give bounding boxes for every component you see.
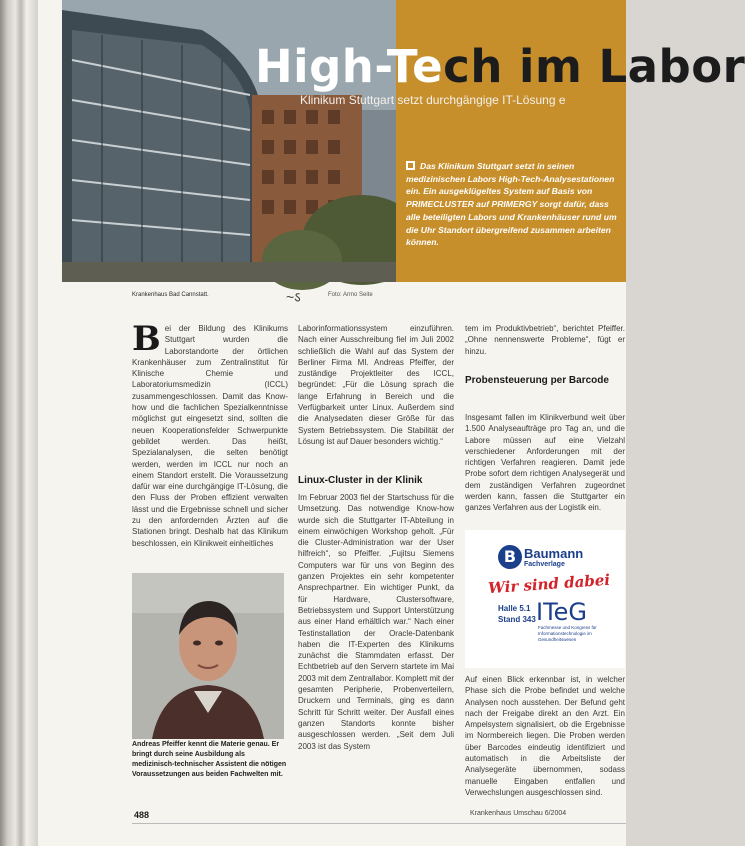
article-column-3: tem im Produktivbetrieb“, berichtet Pfeiffer. „Ohne nennenswerte Probleme“, fügt er hinzu. [465,324,625,356]
article-column-3-bottom: Auf einen Blick erkennbar ist, in welcher Phase sich die Probe befindet und welche Analysen noch ausstehen. Der Befund geht nach der Freigabe direkt an den Arzt. Ein Ampelsystem signalisiert, ob die Ergebnisse im Normbereich liegen. Die Proben werden über Barcodes eindeutig identifiziert und automatisch in die Arbeitsliste der Analysegeräte übernommen, sodass manuelle Eingaben entfallen und Verwechslungen ausgeschlossen sind. [465,675,625,797]
magazine-footer: Krankenhaus Umschau 6/2004 [470,810,567,817]
footer-rule [132,823,626,824]
ad-iteg-logo: ITeG [536,598,588,626]
portrait-photo [132,573,284,739]
square-bullet-icon [406,161,415,170]
ad-brand-subtitle: Fachverlage [524,561,565,568]
ad-slogan: Wir sind dabei [487,570,611,598]
ad-brand: Baumann [524,546,584,561]
page-number: 488 [134,810,150,820]
article-title: High-Tech im Labor [255,40,745,93]
article-column-3-continued: Insgesamt fallen im Klinikverbund weit über 1.500 Analyseaufträge pro Tag an, und die Labore müssen auf eine Vielzahl verschiedener Anforderungen mit der richtigen Verfahren reagieren. Damit jede Probe sofort dem richtigen Analysegerät und dem zuständigen Verfahren zugeordnet werden kann, fassen die Stuttgarter ein ganzes Verfahren aus der Logistik ein. [465,413,625,513]
image-credit: Foto: Armo Seite [328,292,373,298]
column-1-text: ei der Bildung des Klinikums Stuttgart wurden die Laborstandorte der örtlichen Krankenhäuser zum Zentralinstitut für Klinische Chemie und Laboratoriumsmedizin (ICCL) zusammengeschlossen. Damit das Know-how und die fachlichen Spezialkenntnisse möglichst gut eingesetzt sind, sollten die neuen Kooperationsfelder Schwerpunkte gebildet werden. Das heißt, Spezialanalysen, die selten benötigt werden, werden im ICCL nur noch an einem Standort erstellt. Die Voraussetzung dafür war eine durchgängige IT-Lösung, die den Fluss der Proben effizient verwalten lässt und die Ergebnisse schnell und sicher zu den anfordernden Ärzten auf die Stationen bringt. Deshalb hat das Klinikum beschlossen, ein Klinikweit einheitliches [132,324,288,548]
article-column-2: Laborinformationssystem einzuführen. Nach einer Ausschreibung fiel im Juli 2002 schließlich die Wahl auf das System der Berliner Firma MI. Andreas Pfeiffer, der zuständige Projektleiter des ICCL, begründet: „Für die Lösung sprach die lange Erfahrung in Bereich und die Verfügbarkeit unter Linux. Außerdem sind die Analysedaten dieser Größe für das System Betriebssystem. Die Stabilität der Lösung ist auf Dauer besonders wichtig.“ [298,324,454,446]
section-heading-linux-cluster: Linux-Cluster in der Klinik [298,475,423,486]
ad-iteg-subtitle: Fachmesse und Kongress für Informationstechnologie im Gesundheitswesen [538,625,597,642]
baumann-logo-icon: B [498,545,522,569]
book-edge [0,0,38,846]
ad-hall: Halle 5.1 [498,604,531,613]
article-column-2-continued: Im Februar 2003 fiel der Startschuss für die Umsetzung. Das notwendige Know-how wurde sich die Stuttgarter IT-Abteilung in einem einwöchigen Workshop geholt. „Für die Cluster-Administration war der User hilfreich“, so Pfeiffer. „Fujitsu Siemens Computers war für uns von Beginn des ganzen Projektes ein sehr kompetenter Ansprechpartner. Ein wichtiger Punkt, da für Hardware, Clustersoftware, Betriebssystem und Support Unterstützung aus einer Hand erhältlich war.“ Nach einer Testinstallation der Oracle-Datenbank haben die IT-Experten des Klinikums zunächst die Stammdaten erfasst. Der Echtbetrieb auf den Servern startete im Mai 2003 mit dem Zentrallabor. Komplett mit der gesamten Peripherie, Probenverteilern, Druckern und Terminals, ging es dann Schritt für Schritt weiter. Der Ausfall eines ganzen Standorts konnte bisher ausgeschlossen werden. „Seit dem Juli 2003 ist das System [298,493,454,751]
article-column-1 [132,319,288,568]
ad-stand: Stand 343 [498,615,536,624]
ad-hall-stand [498,603,536,625]
photo-caption: Andreas Pfeiffer kennt die Materie genau. Er bringt durch seine Ausbildung als medizinisch-technischer Assistent die nötigen Voraussetzungen aus beiden Fachwelten mit. [132,741,287,778]
article-subtitle: Klinikum Stuttgart setzt durchgängige IT-Lösung e [300,93,566,107]
section-heading-probensteuerung: Probensteuerung per Barcode [465,375,609,386]
signature-mark-icon: ~ऽ [286,289,301,305]
image-caption: Krankenhaus Bad Cannstatt. [132,292,209,298]
article-lead: Das Klinikum Stuttgart setzt in seinen medizinischen Labors High-Tech-Analysestationen ein. Ein ausgeklügeltes System auf Basis von PRIMECLUSTER auf PRIMERGY sorgt dafür, dass alle beteiligten Labors und Krankenhäuser rund um die Uhr Standort übergreifend zusammen arbeiten können. [406,161,617,248]
drop-cap: B [132,319,161,359]
